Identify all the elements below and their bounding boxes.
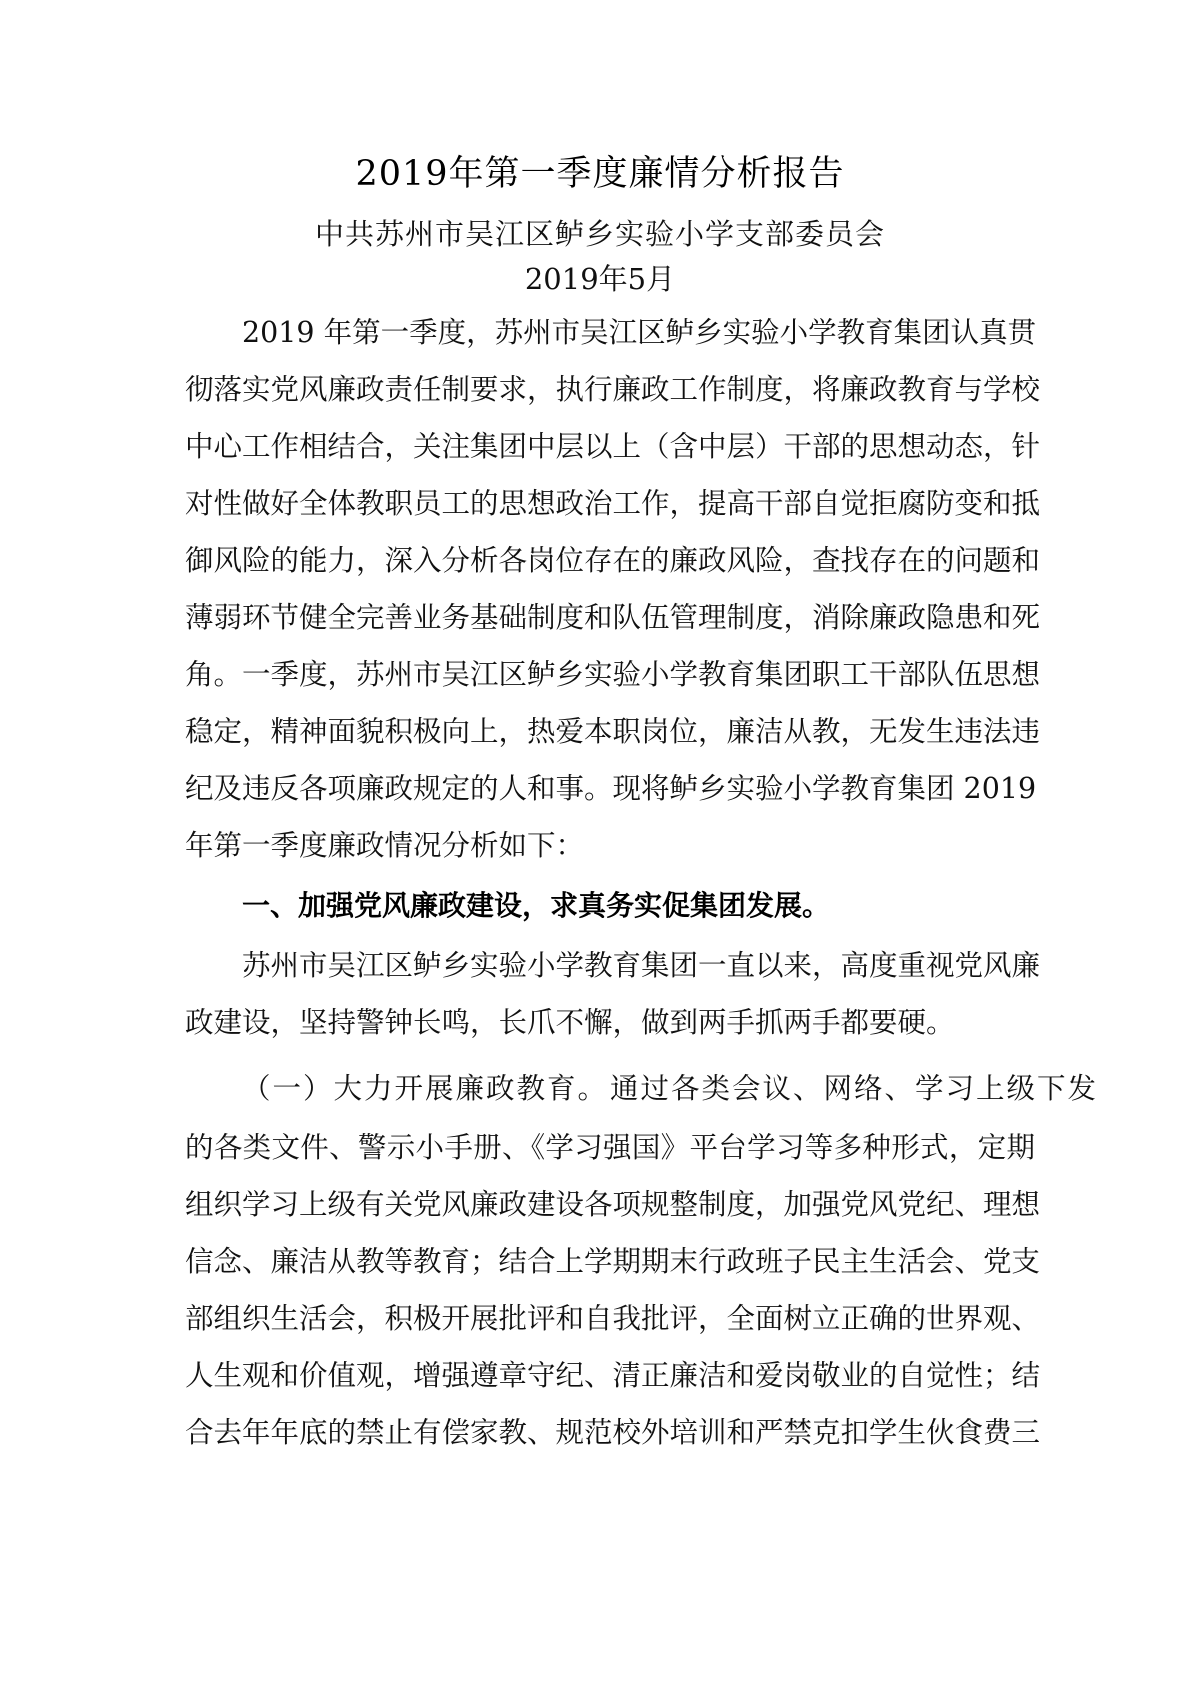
paragraph-line: 信念、廉洁从教等教育；结合上学期期末行政班子民主生活会、党支 xyxy=(185,1245,1041,1278)
subsection-line-text: 通过各类会议、网络、学习上级下发 xyxy=(610,1072,1099,1105)
paragraph-line: 年第一季度廉政情况分析如下： xyxy=(185,829,585,862)
subsection-first-line xyxy=(242,1061,1099,1117)
paragraph-line: 御风险的能力，深入分析各岗位存在的廉政风险，查找存在的问题和 xyxy=(185,544,1041,577)
paragraph-line: 部组织生活会，积极开展批评和自我批评，全面树立正确的世界观、 xyxy=(185,1302,1041,1335)
paragraph-line: 政建设，坚持警钟长鸣，长爪不懈，做到两手抓两手都要硬。 xyxy=(185,1006,955,1039)
document-title: 2019年第一季度廉情分析报告 xyxy=(355,154,845,194)
paragraph-line: 的各类文件、警示小手册、《学习强国》平台学习等多种形式，定期 xyxy=(185,1131,1035,1164)
paragraph-line: 角。一季度，苏州市吴江区鲈乡实验小学教育集团职工干部队伍思想 xyxy=(185,658,1041,691)
paragraph-line: 2019 年第一季度，苏州市吴江区鲈乡实验小学教育集团认真贯 xyxy=(242,316,1037,349)
paragraph-line: 薄弱环节健全完善业务基础制度和队伍管理制度，消除廉政隐患和死 xyxy=(185,601,1041,634)
document-date: 2019年5月 xyxy=(524,262,676,296)
subsection-heading: （一）大力开展廉政教育。 xyxy=(242,1072,609,1105)
paragraph-line: 苏州市吴江区鲈乡实验小学教育集团一直以来，高度重视党风廉 xyxy=(242,949,1041,982)
paragraph-line: 对性做好全体教职员工的思想政治工作，提高干部自觉拒腐防变和抵 xyxy=(185,487,1041,520)
paragraph-line: 纪及违反各项廉政规定的人和事。现将鲈乡实验小学教育集团 2019 xyxy=(185,772,1037,805)
paragraph-line: 合去年年底的禁止有偿家教、规范校外培训和严禁克扣学生伙食费三 xyxy=(185,1416,1041,1449)
paragraph-line: 人生观和价值观，增强遵章守纪、清正廉洁和爱岗敬业的自觉性；结 xyxy=(185,1359,1041,1392)
paragraph-line: 稳定，精神面貌积极向上，热爱本职岗位，廉洁从教，无发生违法违 xyxy=(185,715,1041,748)
issuing-organization: 中共苏州市吴江区鲈乡实验小学支部委员会 xyxy=(314,217,885,251)
section-heading: 一、加强党风廉政建设，求真务实促集团发展。 xyxy=(242,889,831,922)
paragraph-line: 中心工作相结合，关注集团中层以上（含中层）干部的思想动态，针 xyxy=(185,430,1041,463)
paragraph-line: 彻落实党风廉政责任制要求，执行廉政工作制度，将廉政教育与学校 xyxy=(185,373,1041,406)
paragraph-line: 组织学习上级有关党风廉政建设各项规整制度，加强党风党纪、理想 xyxy=(185,1188,1041,1221)
